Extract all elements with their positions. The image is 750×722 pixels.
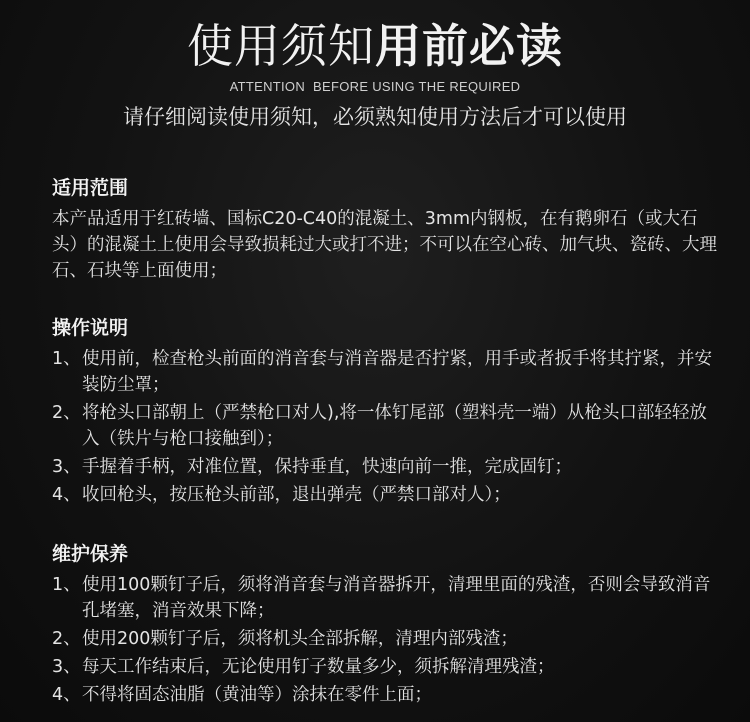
item-text: 使用前，检查枪头前面的消音套与消音器是否拧紧，用手或者扳手将其拧紧，并安装防尘罩；	[82, 349, 712, 395]
item-text: 每天工作结束后，无论使用钉子数量多少，须拆解清理残渣；	[82, 657, 555, 677]
maintenance-title: 维护保养	[52, 543, 129, 565]
list-item	[52, 454, 722, 480]
item-number: 2、	[52, 629, 81, 649]
item-number: 4、	[52, 485, 81, 505]
notice-text: 请仔细阅读使用须知，必须熟知使用方法后才可以使用	[123, 105, 627, 129]
list-item	[52, 654, 722, 680]
list-item	[52, 482, 722, 508]
operation-title: 操作说明	[52, 317, 129, 339]
item-number: 4、	[52, 685, 81, 705]
page-title	[0, 14, 750, 78]
item-number: 3、	[52, 657, 81, 677]
item-text: 收回枪头，按压枪头前部，退出弹壳（严禁口部对人）；	[82, 485, 511, 505]
subtitle-part-before-using: BEFORE USING THE REQUIRED	[313, 79, 521, 94]
scope-title: 适用范围	[52, 177, 129, 199]
maintenance-section	[52, 540, 722, 708]
item-text: 使用200颗钉子后，须将机头全部拆解，清理内部残渣；	[82, 629, 518, 649]
item-text: 使用100颗钉子后，须将消音套与消音器拆开，清理里面的残渣，否则会导致消音孔堵塞，消音效果下降；	[82, 575, 711, 621]
operation-section	[52, 314, 722, 508]
item-number: 1、	[52, 349, 81, 369]
header	[0, 14, 750, 132]
scope-section	[52, 174, 722, 284]
item-number: 3、	[52, 457, 81, 477]
title-bold: 用前必读	[375, 19, 563, 73]
item-text: 将枪头口部朝上（严禁枪口对人),将一体钉尾部（塑料壳一端）从枪头口部轻轻放入（铁片与枪口接触到）；	[82, 403, 707, 449]
list-item	[52, 346, 722, 398]
list-item	[52, 400, 722, 452]
title-light: 使用须知	[187, 19, 375, 73]
maintenance-list	[52, 572, 722, 708]
list-item	[52, 682, 722, 708]
operation-list	[52, 346, 722, 508]
subtitle-part-attention: ATTENTION	[229, 79, 306, 94]
item-number: 2、	[52, 403, 81, 423]
list-item	[52, 626, 722, 652]
subtitle	[0, 78, 750, 96]
item-number: 1、	[52, 575, 81, 595]
item-text: 手握着手柄，对准位置，保持垂直，快速向前一推，完成固钉；	[82, 457, 572, 477]
scope-text: 本产品适用于红砖墙、国标C20-C40的混凝土、3mm内钢板，在有鹅卵石（或大石头）的混凝土上使用会导致损耗过大或打不进；不可以在空心砖、加气块、瓷砖、大理石、石块等上面使用；	[52, 209, 717, 281]
item-text: 不得将固态油脂（黄油等）涂抹在零件上面；	[82, 685, 432, 705]
list-item	[52, 572, 722, 624]
